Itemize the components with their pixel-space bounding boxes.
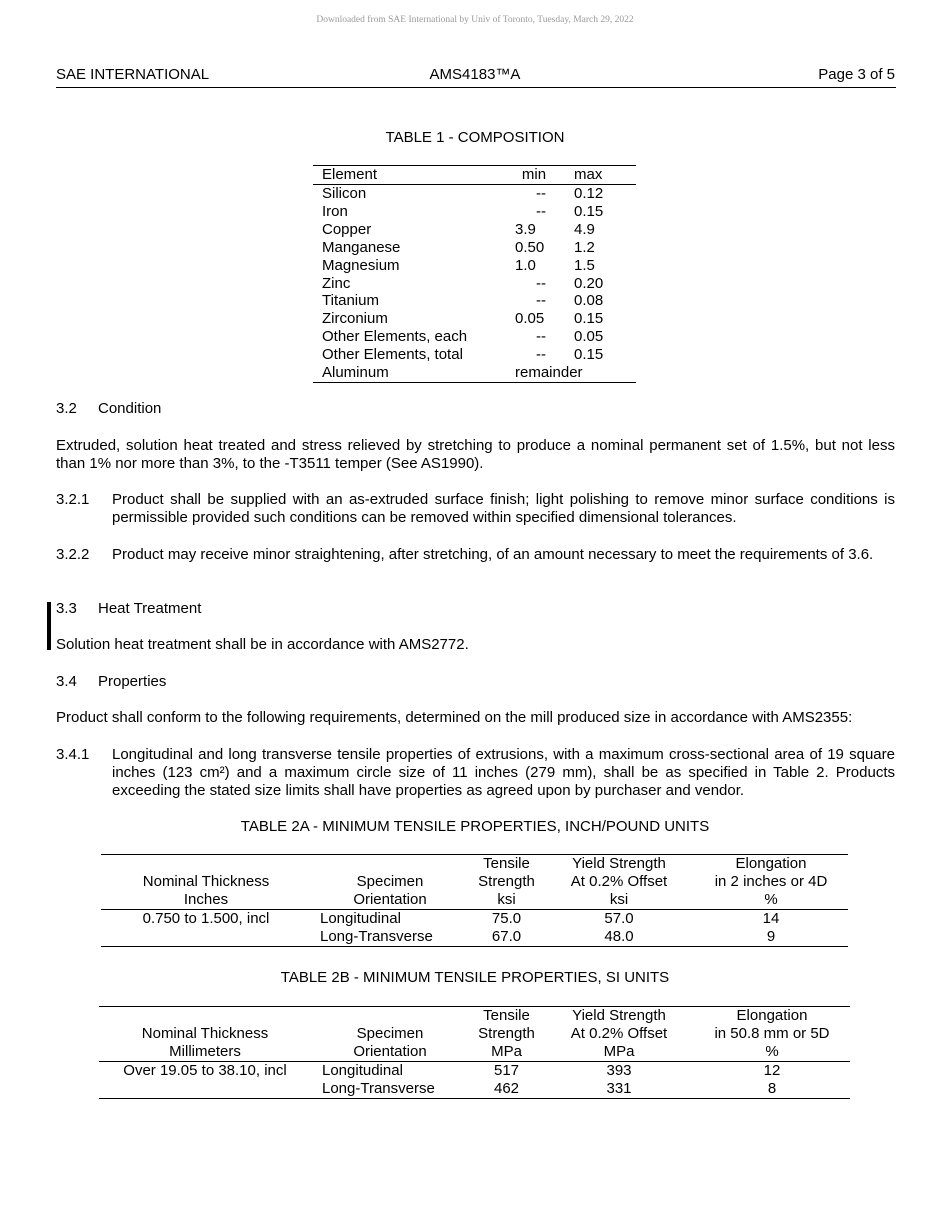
min-cell: 0.50 [515,238,545,256]
max-cell: 0.15 [574,346,604,364]
header-cell: Tensile [469,1007,544,1026]
max-cell: 0.12 [574,185,604,202]
header-cell: Specimen [356,873,424,890]
table-header-row [313,166,636,185]
header-cell: ksi [544,891,694,910]
header-cell: Tensile [469,855,544,874]
section-3-4-text: Product shall conform to the following requirements, determined on the mill produced size in accordance with AMS2355: [56,709,853,726]
table-row [101,910,848,929]
header-cell: Nominal Thickness [142,873,270,890]
min-cell: 1.0 [515,256,536,274]
section-3-4-number: 3.4 [56,673,77,690]
section-3-4-title: Properties [98,673,167,690]
header-cell: Strength [478,1025,535,1042]
header-cell: Orientation [311,1043,469,1062]
table-row [313,328,636,346]
table-header-row [99,1043,850,1062]
elongation-cell: 9 [694,928,848,947]
table2a-title: TABLE 2A - MINIMUM TENSILE PROPERTIES, INCH/POUND UNITS [240,818,710,835]
element-cell: Silicon [322,185,367,202]
header-cell: Inches [101,891,311,910]
header-cell: Specimen [356,1025,424,1042]
min-cell: -- [536,185,546,202]
tensile-cell: 67.0 [469,928,544,947]
header-cell [99,1007,311,1026]
thickness-cell: Over 19.05 to 38.10, incl [123,1062,287,1079]
section-3-4-1-text: Longitudinal and long transverse tensile properties of extrusions, with a maximum cross-sectional area of 19 square inches (123 cm²) and a maximum circle size of 11 inches (279 mm), shall be as specified in Table 2. Products exceeding the stated size limits shall have properties as agreed upon by purchaser and vendor. [112,746,895,799]
header-cell: ksi [469,891,544,910]
table-row [313,275,636,293]
min-cell: -- [536,328,546,346]
column-header-element: Element [313,166,504,185]
max-cell: 4.9 [574,220,595,238]
section-3-2-title: Condition [98,400,162,417]
section-3-2-1-text: Product shall be supplied with an as-extruded surface finish; light polishing to remove minor surface conditions is permissible provided such conditions can be removed within specified dimensional tolerances. [112,491,895,526]
table-header-row [99,1025,850,1043]
table1-title: TABLE 1 - COMPOSITION [385,129,565,146]
header-cell: % [694,1043,850,1062]
max-cell: 0.05 [574,328,604,346]
table-row [313,346,636,364]
header-document-number: AMS4183™A [429,66,521,83]
remainder-cell: remainder [504,364,636,382]
max-cell: 0.08 [574,292,604,310]
min-cell: -- [536,346,546,364]
tensile-table-si [99,1006,850,1099]
revision-bar [47,602,51,650]
element-cell: Manganese [322,238,401,256]
table-row [313,221,636,239]
header-cell [311,855,469,874]
section-3-3-number: 3.3 [56,600,77,617]
table-header-row [101,891,848,910]
download-watermark: Downloaded from SAE International by Univ of Toronto, Tuesday, March 29, 2022 [316,15,634,25]
yield-cell: 393 [606,1062,632,1079]
table2b-title: TABLE 2B - MINIMUM TENSILE PROPERTIES, SI UNITS [280,969,670,986]
element-cell: Titanium [322,292,379,310]
table-row [313,185,636,203]
thickness-cell [101,928,311,947]
max-cell: 1.5 [574,256,595,274]
table-header-row [101,873,848,891]
header-cell: in 50.8 mm or 5D [714,1025,830,1042]
header-cell: Elongation [694,855,848,874]
yield-cell: 331 [544,1080,694,1099]
thickness-cell [99,1080,311,1099]
section-3-2-2-number: 3.2.2 [56,546,90,563]
table-header-row [101,855,848,874]
max-cell: 0.20 [574,274,604,292]
composition-table [313,165,636,383]
yield-cell: 48.0 [544,928,694,947]
section-3-2-2-text: Product may receive minor straightening, after stretching, of an amount necessary to meet the requirements of 3.6. [112,546,874,563]
tensile-table-inch-pound [101,854,848,947]
min-cell: -- [536,292,546,310]
orientation-cell: Longitudinal [320,910,401,927]
min-cell: -- [536,274,546,292]
header-cell: % [694,891,848,910]
header-cell: Orientation [311,891,469,910]
section-3-2-number: 3.2 [56,400,77,417]
table-row [313,257,636,275]
thickness-cell: 0.750 to 1.500, incl [142,910,270,927]
header-organization: SAE INTERNATIONAL [56,66,210,83]
table-row [99,1062,850,1081]
header-cell: Strength [478,873,535,890]
header-cell: in 2 inches or 4D [714,873,828,890]
column-header-max: max [564,166,636,185]
element-cell: Other Elements, total [322,346,463,364]
table-row [313,203,636,221]
min-cell: 3.9 [515,220,536,238]
table-row [313,310,636,328]
header-cell: Yield Strength [544,855,694,874]
header-rule [56,87,896,88]
table-row [313,239,636,257]
header-cell: At 0.2% Offset [570,873,668,890]
tensile-cell: 75.0 [491,910,522,927]
elongation-cell: 12 [763,1062,781,1079]
header-cell [101,855,311,874]
column-header-min: min [504,166,564,185]
section-3-2-1-number: 3.2.1 [56,491,90,508]
tensile-cell: 462 [469,1080,544,1099]
tensile-cell: 517 [493,1062,520,1079]
header-cell: Elongation [694,1007,850,1026]
section-3-3-text: Solution heat treatment shall be in accordance with AMS2772. [56,636,469,653]
section-3-2-text: Extruded, solution heat treated and stress relieved by stretching to produce a nominal permanent set of 1.5%, but not less than 1% nor more than 3%, to the -T3511 temper (See AS1990). [56,437,895,472]
orientation-cell: Long-Transverse [311,928,469,947]
header-page-number: Page 3 of 5 [818,66,895,83]
yield-cell: 57.0 [604,910,634,927]
table-row [313,364,636,382]
max-cell: 0.15 [574,310,604,328]
header-cell: At 0.2% Offset [570,1025,668,1042]
elongation-cell: 14 [762,910,780,927]
element-cell: Other Elements, each [322,328,468,346]
table-row [313,292,636,310]
orientation-cell: Longitudinal [322,1062,403,1079]
table-row [101,928,848,947]
min-cell: -- [536,202,546,220]
element-cell: Magnesium [322,256,400,274]
elongation-cell: 8 [694,1080,850,1099]
header-cell: Millimeters [99,1043,311,1062]
element-cell: Aluminum [313,364,504,382]
max-cell: 0.15 [574,202,604,220]
table-row [99,1080,850,1099]
table-header-row [99,1007,850,1026]
element-cell: Zirconium [322,310,388,328]
header-cell: Yield Strength [544,1007,694,1026]
header-cell: MPa [544,1043,694,1062]
element-cell: Zinc [322,274,351,292]
section-3-4-1-number: 3.4.1 [56,746,90,763]
header-cell: Nominal Thickness [141,1025,269,1042]
header-cell [311,1007,469,1026]
orientation-cell: Long-Transverse [311,1080,469,1099]
max-cell: 1.2 [574,238,595,256]
element-cell: Iron [322,202,348,220]
element-cell: Copper [322,220,372,238]
header-cell: MPa [469,1043,544,1062]
min-cell: 0.05 [515,310,545,328]
section-3-3-title: Heat Treatment [98,600,202,617]
